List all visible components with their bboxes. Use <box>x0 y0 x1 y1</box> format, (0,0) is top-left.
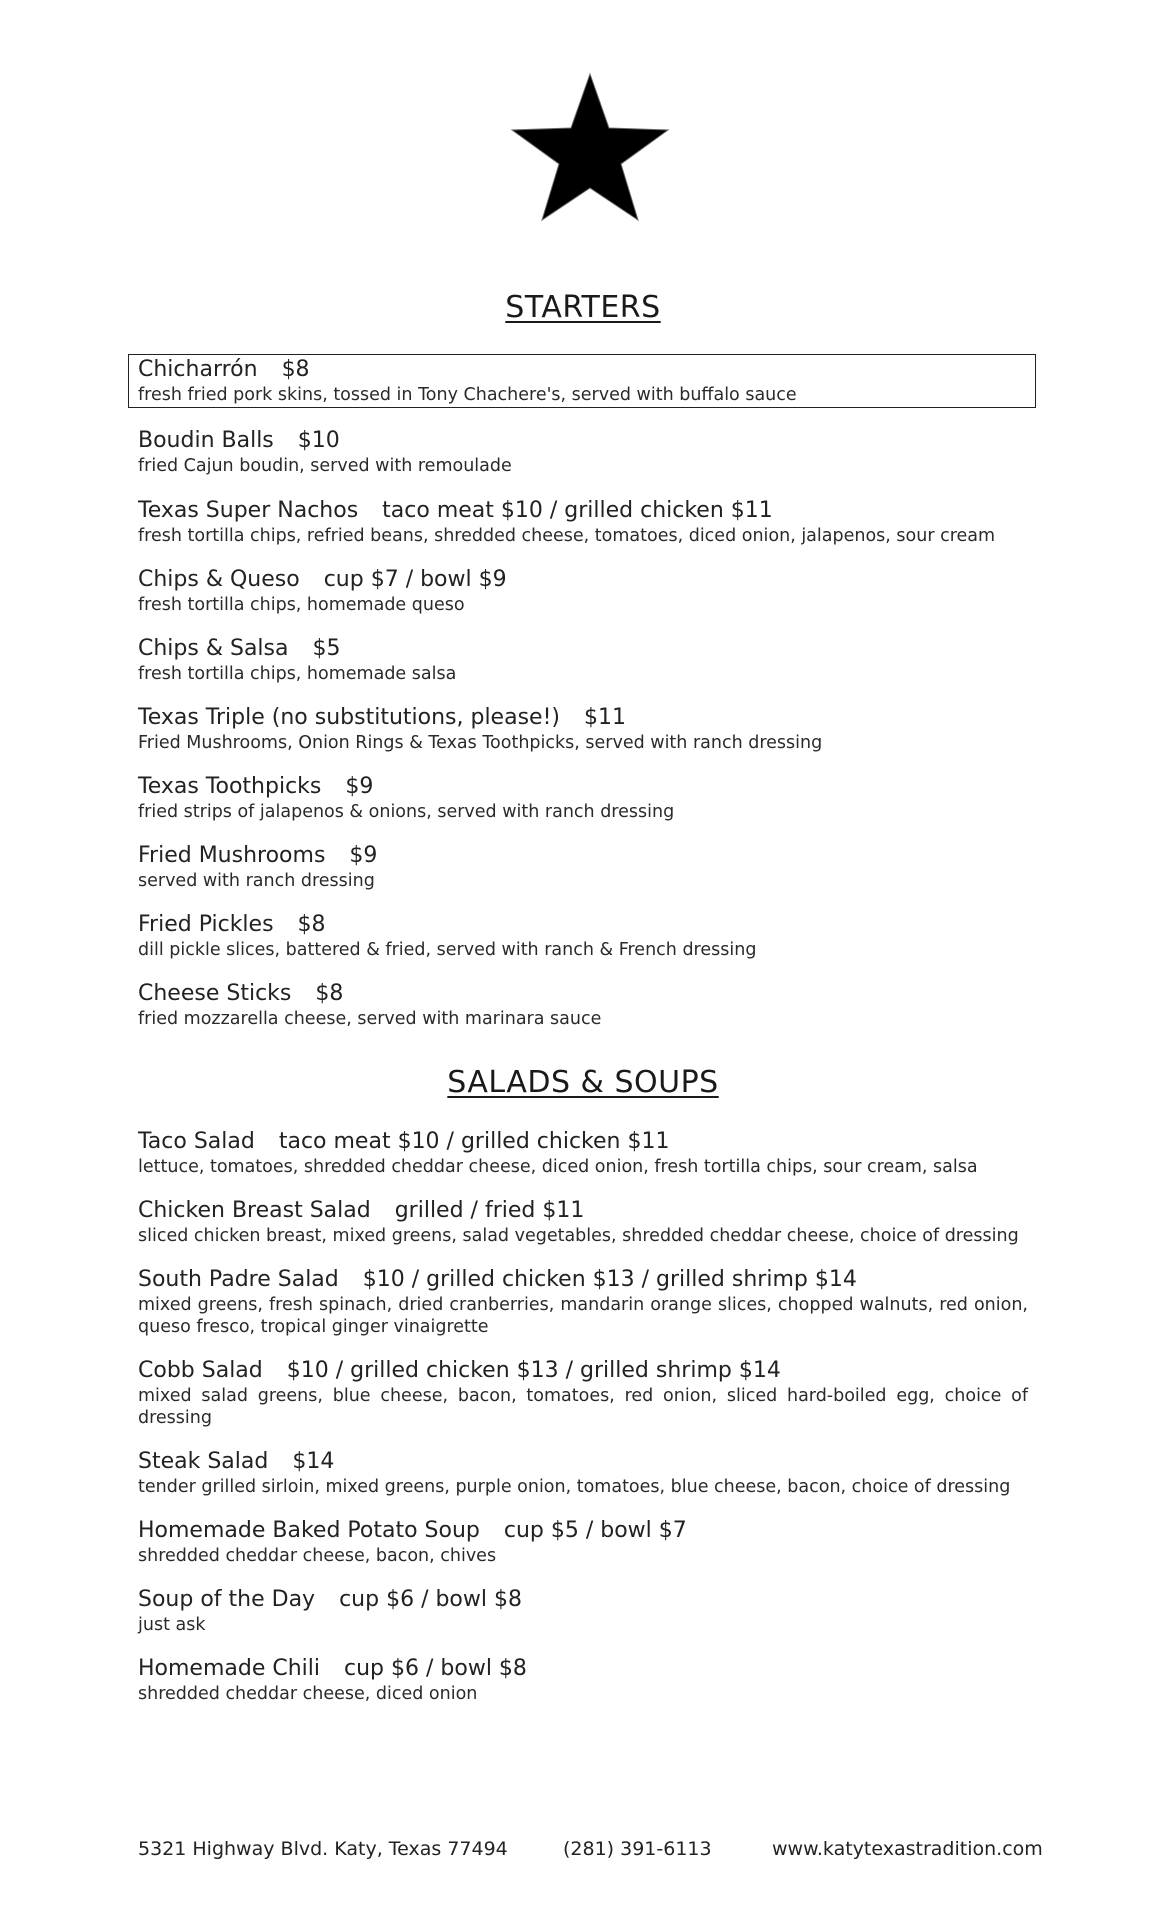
item-description: fried Cajun boudin, served with remoulade <box>138 456 512 476</box>
item-description: tender grilled sirloin, mixed greens, purple onion, tomatoes, blue cheese, bacon, choice of dressing <box>138 1477 1011 1497</box>
item-price: grilled / fried $11 <box>394 1198 585 1223</box>
item-description: served with ranch dressing <box>138 871 375 891</box>
item-name: Chips & Queso <box>138 567 300 592</box>
menu-item-texas-toothpicks <box>138 773 1028 842</box>
menu-item-chicken-breast-salad <box>138 1197 1028 1266</box>
starters-list <box>138 356 1028 1040</box>
star-logo-icon <box>500 70 680 230</box>
menu-item-chips-queso <box>138 566 1028 635</box>
item-description: fresh tortilla chips, refried beans, shredded cheese, tomatoes, diced onion, jalapenos, sour cream <box>138 526 996 546</box>
menu-item-fried-mushrooms <box>138 842 1028 911</box>
item-price: $8 <box>297 912 326 937</box>
item-name: Boudin Balls <box>138 428 274 453</box>
item-description: lettuce, tomatoes, shredded cheddar cheese, diced onion, fresh tortilla chips, sour cream, salsa <box>138 1157 978 1177</box>
item-name: Steak Salad <box>138 1449 269 1474</box>
item-description: shredded cheddar cheese, bacon, chives <box>138 1546 497 1566</box>
item-name: Chicharrón <box>138 357 258 382</box>
footer-website-link[interactable]: www.katytexastradition.com <box>772 1838 1043 1860</box>
item-name: Cobb Salad <box>138 1358 263 1383</box>
footer-phone[interactable]: (281) 391-6113 <box>563 1838 712 1860</box>
item-description: dill pickle slices, battered & fried, served with ranch & French dressing <box>138 940 757 960</box>
item-name: Fried Pickles <box>138 912 274 937</box>
menu-item-steak-salad <box>138 1448 1028 1517</box>
item-price: $10 / grilled chicken $13 / grilled shrimp $14 <box>362 1267 857 1292</box>
item-price: $11 <box>583 705 626 730</box>
footer <box>138 1838 1043 1866</box>
item-description: fried mozzarella cheese, served with marinara sauce <box>138 1009 602 1029</box>
item-price: cup $7 / bowl $9 <box>323 567 507 592</box>
section-title-starters: STARTERS <box>505 290 661 325</box>
menu-item-cheese-sticks <box>138 980 1028 1040</box>
item-name: Chicken Breast Salad <box>138 1198 371 1223</box>
menu-item-texas-triple <box>138 704 1028 773</box>
item-name: Soup of the Day <box>138 1587 316 1612</box>
item-price: taco meat $10 / grilled chicken $11 <box>382 498 773 523</box>
item-price: cup $6 / bowl $8 <box>339 1587 522 1612</box>
item-price: $5 <box>312 636 341 661</box>
item-description: just ask <box>138 1615 206 1635</box>
item-name: Texas Super Nachos <box>138 498 359 523</box>
item-description: mixed salad greens, blue cheese, bacon, tomatoes, red onion, sliced hard-boiled egg, choice of dressing <box>138 1386 1028 1428</box>
item-price: cup $6 / bowl $8 <box>344 1656 527 1681</box>
menu-item-baked-potato-soup <box>138 1517 1028 1586</box>
item-name: Homemade Chili <box>138 1656 321 1681</box>
item-price: $9 <box>349 843 378 868</box>
item-price: cup $5 / bowl $7 <box>503 1518 687 1543</box>
item-price: $10 <box>297 428 340 453</box>
item-name: South Padre Salad <box>138 1267 339 1292</box>
item-price: $8 <box>281 357 310 382</box>
menu-item-fried-pickles <box>138 911 1028 980</box>
menu-item-cobb-salad <box>138 1357 1028 1448</box>
menu-item-soup-of-the-day <box>138 1586 1028 1655</box>
item-name: Texas Triple (no substitutions, please!) <box>138 705 560 730</box>
item-price: $14 <box>292 1449 335 1474</box>
footer-address: 5321 Highway Blvd. Katy, Texas 77494 <box>138 1838 508 1860</box>
item-description: shredded cheddar cheese, diced onion <box>138 1684 478 1704</box>
item-description: Fried Mushrooms, Onion Rings & Texas Toothpicks, served with ranch dressing <box>138 733 823 753</box>
item-price: taco meat $10 / grilled chicken $11 <box>278 1129 670 1154</box>
menu-item-chicharron <box>138 356 1028 427</box>
item-description: fresh tortilla chips, homemade queso <box>138 595 465 615</box>
section-title-salads-soups: SALADS & SOUPS <box>447 1065 719 1100</box>
menu-item-homemade-chili <box>138 1655 1028 1715</box>
item-price: $8 <box>315 981 344 1006</box>
item-name: Fried Mushrooms <box>138 843 326 868</box>
item-description: fried strips of jalapenos & onions, served with ranch dressing <box>138 802 675 822</box>
item-description: mixed greens, fresh spinach, dried cranberries, mandarin orange slices, chopped walnuts, red onion, queso fresco, tropical ginger vinaigrette <box>138 1295 1028 1337</box>
item-description: fresh fried pork skins, tossed in Tony Chachere's, served with buffalo sauce <box>138 385 797 405</box>
item-price: $9 <box>345 774 374 799</box>
item-price: $10 / grilled chicken $13 / grilled shrimp $14 <box>286 1358 781 1383</box>
item-name: Texas Toothpicks <box>138 774 322 799</box>
item-name: Cheese Sticks <box>138 981 292 1006</box>
item-name: Homemade Baked Potato Soup <box>138 1518 480 1543</box>
salads-soups-list <box>138 1128 1028 1715</box>
menu-item-chips-salsa <box>138 635 1028 704</box>
menu-item-south-padre-salad <box>138 1266 1028 1357</box>
item-name: Chips & Salsa <box>138 636 289 661</box>
menu-item-taco-salad <box>138 1128 1028 1197</box>
menu-item-boudin-balls <box>138 427 1028 497</box>
item-name: Taco Salad <box>138 1129 255 1154</box>
item-description: fresh tortilla chips, homemade salsa <box>138 664 457 684</box>
menu-item-texas-super-nachos <box>138 497 1028 566</box>
item-description: sliced chicken breast, mixed greens, salad vegetables, shredded cheddar cheese, choice of dressing <box>138 1226 1019 1246</box>
